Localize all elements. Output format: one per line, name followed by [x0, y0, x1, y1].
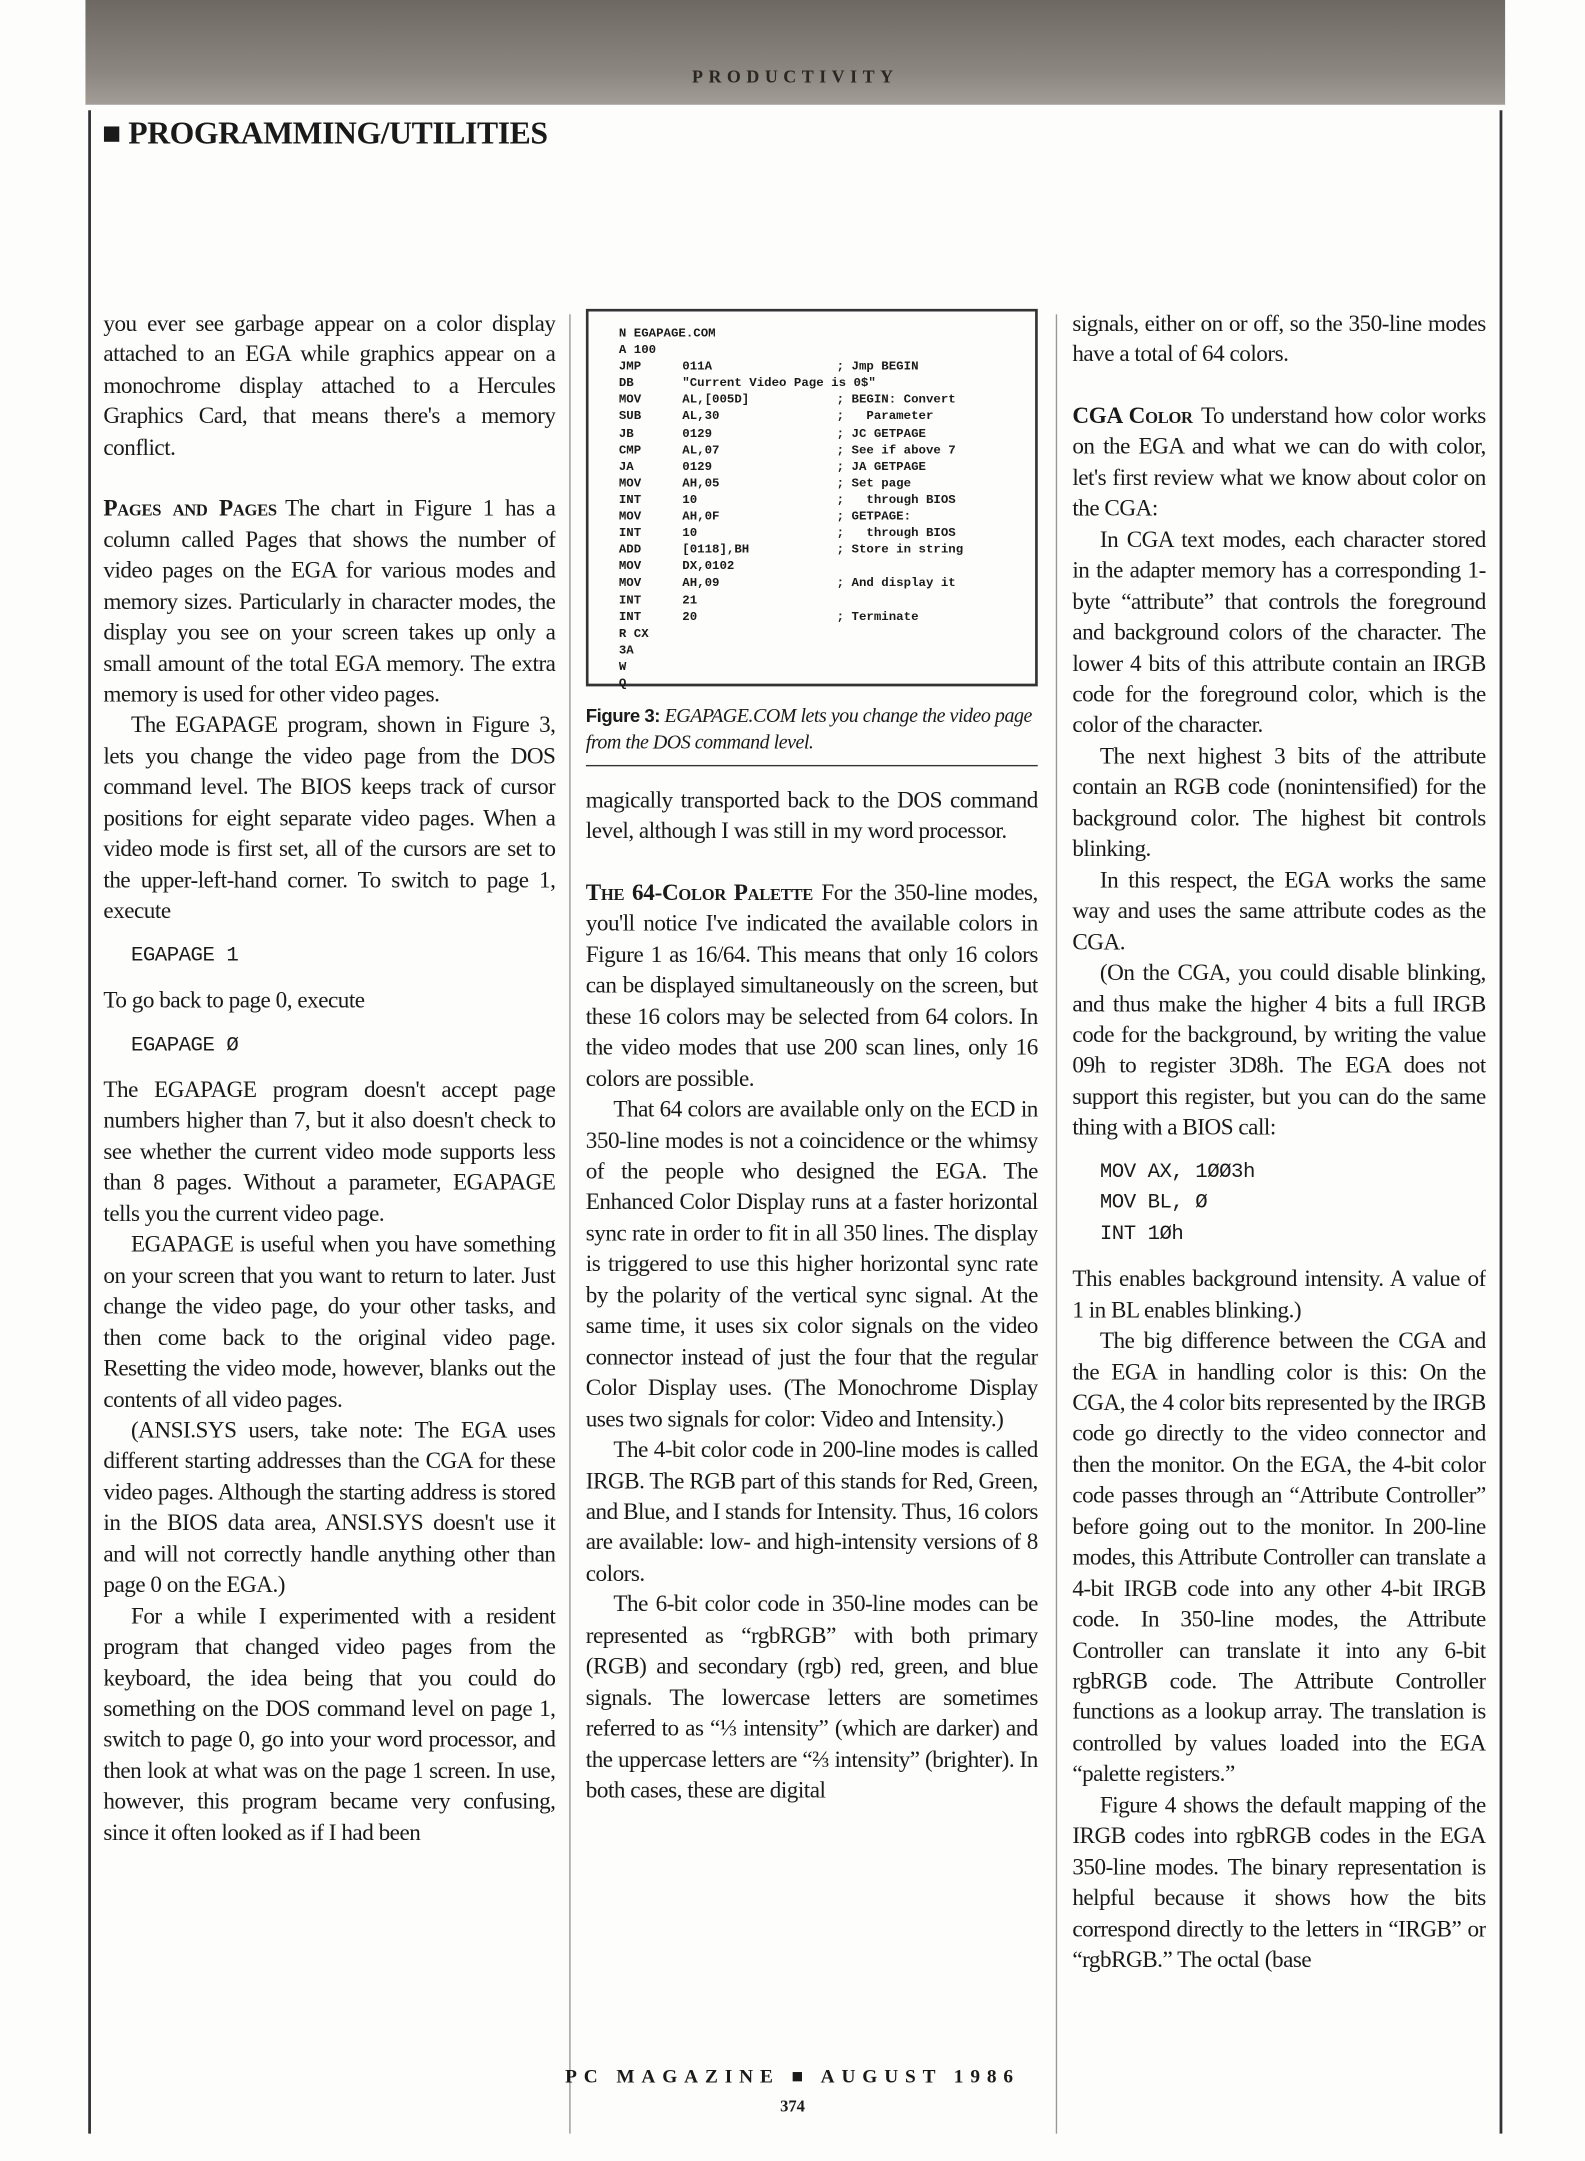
- listing-operand: AL,[005D]: [682, 393, 750, 408]
- listing-row: [619, 442, 1035, 459]
- paragraph-text: (On the CGA, you could disable blinking, and thus make the higher 4 bits a full IRGB code for the background, by writing the value 09h to register 3D8h. The EGA does not support this register, but you can do the same thing with a BIOS call:: [1072, 959, 1486, 1141]
- listing-row: [619, 525, 1035, 542]
- listing-comment: ; GETPAGE:: [836, 510, 912, 524]
- listing-line: R CX: [618, 626, 649, 641]
- paragraph-text: The EGAPAGE program, shown in Figure 3, lets you change the video page from the DOS command level. The BIOS keeps track of cursor positions for eight separate video pages. When a video mode is first set, all of the cursors are set to the upper-left-hand corner. To switch to page 1, execute: [103, 711, 556, 924]
- paragraph-text: Figure 4 shows the default mapping of the IRGB codes into rgbRGB codes in the EGA 350-line modes. The binary representation is helpful because it shows how the bits correspond directly to the letters in “IRGB” or “rgbRGB.” The octal (base: [1072, 1791, 1486, 1973]
- header-band: [85, 0, 1505, 105]
- listing-opcode: MOV: [618, 560, 642, 574]
- column-3: [1072, 309, 1485, 2135]
- figure-caption: [586, 703, 1038, 766]
- listing-comment: ; through BIOS: [836, 493, 956, 508]
- right-rule: [1500, 110, 1502, 2133]
- column-1: [103, 309, 555, 2135]
- listing-line: W: [618, 660, 627, 674]
- paragraph: [586, 1435, 1038, 1590]
- listing-opcode: JA: [618, 460, 634, 474]
- listing-row: [619, 425, 1035, 442]
- listing-opcode: INT: [618, 526, 642, 541]
- paragraph: [1072, 525, 1485, 742]
- listing-row: [619, 459, 1035, 476]
- listing-comment: ; Store in string: [836, 543, 964, 558]
- listing-comment: ; Set page: [836, 476, 912, 491]
- paragraph-text: For the 350-line modes, you'll notice I've indicated the available colors in Figure 1 as 16/64. This means that only 16 colors can be displayed simultaneously on the screen, but these 16 colors may be selected from 64 colors. In the video modes that use 200 scan lines, only 16 colors are possible.: [585, 879, 1038, 1092]
- listing-operand: 10: [682, 526, 698, 541]
- listing-opcode: MOV: [618, 393, 642, 408]
- section-heading: Pages and Pages: [103, 495, 277, 522]
- listing-operand: AH,0F: [682, 510, 720, 524]
- paragraph: [1072, 741, 1485, 865]
- paragraph: [1072, 1790, 1485, 1976]
- column-2: [586, 309, 1038, 2135]
- listing-comment: ; JC GETPAGE: [836, 426, 926, 441]
- listing-opcode: MOV: [618, 510, 642, 524]
- listing-operand: AL,07: [682, 443, 720, 458]
- column-rule: [1056, 314, 1057, 2133]
- column-rule: [569, 314, 570, 2133]
- section-heading: CGA Color: [1072, 402, 1193, 429]
- paragraph: [103, 1415, 555, 1601]
- paragraph: [586, 786, 1038, 848]
- paragraph-text: To go back to page 0, execute: [103, 986, 365, 1014]
- listing-row: [619, 609, 1035, 626]
- listing-opcode: MOV: [618, 476, 642, 491]
- listing-comment: ; JA GETPAGE: [836, 460, 926, 474]
- listing-row: [619, 509, 1035, 526]
- listing-comment: ; BEGIN: Convert: [836, 393, 956, 408]
- listing-comment: ; through BIOS: [836, 526, 956, 541]
- paragraph: [586, 1590, 1038, 1807]
- listing-operand: 011A: [682, 359, 713, 374]
- paragraph-text: The 4-bit color code in 200-line modes is called IRGB. The RGB part of this stands for Red, Green, and Blue, and I stands for Intensity. Thus, 16 colors are available: low- and high-intensity versions of 8 colors.: [585, 1436, 1038, 1587]
- listing-opcode: JMP: [618, 359, 642, 374]
- paragraph-text: For a while I experimented with a resident program that changed video pages from the keyboard, the idea being that you could do something on the DOS command level on page 1, switch to page 0, go into your word processor, and then look at what was on the page 1 screen. In use, however, this program became very confusing, since it often looked as if I had been: [103, 1602, 556, 1846]
- paragraph-text: To understand how color works on the EGA and what we can do with color, let's first review what we know about color on the CGA:: [1072, 402, 1486, 522]
- listing-opcode: DB: [618, 376, 634, 391]
- listing-operand: AH,05: [682, 476, 720, 491]
- code-block: EGAPAGE Ø: [130, 1033, 239, 1057]
- paragraph-text: The big difference between the CGA and the EGA in handling color is this: On the CGA, the 4 color bits represented by the IRGB code go directly to the video connector and then the monitor. On the EGA, the 4-bit color code passes through an “Attribute Controller” before going out to the monitor. In 200-line modes, this Attribute Controller can translate a 4-bit IRGB code into any other 4-bit IRGB code. In 350-line modes, the Attribute Controller can translate it into any 6-bit rgbRGB code. The Attribute Controller functions as a lookup array. The translation is controlled by values loaded into the EGA “palette registers.”: [1072, 1327, 1486, 1787]
- paragraph-text: This enables background intensity. A value of 1 in BL enables blinking.): [1072, 1265, 1486, 1323]
- paragraph: [1072, 1326, 1485, 1790]
- code-block: MOV AX, 1ØØ3h MOV BL, Ø INT 1Øh: [1099, 1160, 1255, 1246]
- listing-row: [619, 475, 1035, 492]
- listing-row: [619, 592, 1035, 609]
- listing-opcode: CMP: [618, 443, 642, 458]
- page-title: ■ PROGRAMMING/UTILITIES: [101, 115, 548, 151]
- caption-label: Figure 3:: [585, 705, 661, 727]
- listing-row: [619, 409, 1035, 426]
- listing-opcode: INT: [618, 493, 642, 508]
- paragraph-text: In CGA text modes, each character stored in the adapter memory has a corresponding 1-byte “attribute” that controls the foreground and background colors of the character. The lower 4 bits of this attribute contain an IRGB code for the foreground color, which is the color of the character.: [1072, 526, 1486, 738]
- paragraph: [1072, 1264, 1485, 1326]
- listing-opcode: INT: [618, 610, 642, 624]
- listing-row: [619, 492, 1035, 509]
- listing-line: Q: [618, 676, 627, 691]
- listing-row: [619, 575, 1035, 592]
- listing-line: N EGAPAGE.COM: [618, 326, 716, 341]
- paragraph: [586, 1094, 1038, 1434]
- listing-opcode: MOV: [618, 576, 642, 591]
- listing-comment: ; Jmp BEGIN: [836, 359, 919, 374]
- listing-line: A 100: [618, 343, 657, 358]
- paragraph: [1072, 958, 1485, 1144]
- paragraph-text: The 6-bit color code in 350-line modes can be represented as “rgbRGB” with both primary (RGB) and secondary (rgb) red, green, and blue signals. The lowercase letters are sometimes referred to as “⅓ intensity” (which are darker) and the uppercase letters are “⅔ intensity” (brighter). In both cases, these are digital: [585, 1591, 1038, 1803]
- paragraph: [586, 878, 1038, 1095]
- listing-row: [619, 375, 1035, 392]
- code-block: EGAPAGE 1: [130, 943, 239, 968]
- listing-comment: ; Parameter: [836, 410, 934, 424]
- paragraph-text: In this respect, the EGA works the same way and uses the same attribute codes as the CGA.: [1072, 866, 1486, 955]
- code-listing: [586, 309, 1038, 691]
- listing-operand: 10: [682, 493, 698, 508]
- paragraph: [103, 1075, 555, 1230]
- paragraph: [103, 1601, 555, 1849]
- listing-operand: 0129: [682, 460, 713, 474]
- listing-operand: AH,09: [682, 576, 720, 591]
- paragraph: [1072, 865, 1485, 958]
- listing-row: [619, 359, 1035, 376]
- listing-row: [619, 559, 1035, 576]
- listing-operand: AL,30: [682, 410, 720, 424]
- paragraph: [103, 1230, 555, 1416]
- paragraph-text: you ever see garbage appear on a color display attached to an EGA while graphics appear on a monochrome display attached to a Hercules Graphics Card, that means there's a memory conflict.: [103, 310, 556, 461]
- section-label: PRODUCTIVITY: [692, 66, 899, 87]
- left-rule: [88, 110, 90, 2133]
- paragraph: [1072, 309, 1485, 371]
- paragraph-text: That 64 colors are available only on the ECD in 350-line modes is not a coincidence or the whimsy of the people who designed the EGA. The Enhanced Color Display runs at a faster horizontal sync rate in order to fit in all 350 lines. The display is triggered to use this higher horizontal sync rate by the polarity of the vertical sync signal. At the same time, it uses six color signals on the video connector instead of just the four that the regular Color Display uses. (The Monochrome Display uses two signals for color: Video and Intensity.): [585, 1095, 1038, 1432]
- section-heading: The 64-Color Palette: [585, 879, 814, 906]
- page-number: 374: [780, 2096, 805, 2116]
- listing-operand: [0118],BH: [682, 543, 750, 558]
- listing-comment: ; See if above 7: [836, 443, 956, 458]
- listing-row: [619, 542, 1035, 559]
- paragraph: [103, 986, 555, 1017]
- paragraph: [103, 710, 555, 927]
- listing-line: 3A: [618, 643, 634, 658]
- paragraph-text: signals, either on or off, so the 350-line modes have a total of 64 colors.: [1072, 310, 1486, 368]
- paragraph: [103, 309, 555, 464]
- listing-comment: ; And display it: [836, 576, 956, 591]
- paragraph: [103, 494, 555, 711]
- listing-opcode: JB: [618, 426, 634, 441]
- listing-opcode: ADD: [618, 543, 642, 558]
- listing-comment: ; Terminate: [836, 610, 919, 624]
- paragraph-text: The chart in Figure 1 has a column called Pages that shows the number of video pages on the EGA for various modes and memory sizes. Particularly in character modes, the display you see on your screen takes up only a small amount of the total EGA memory. The extra memory is used for other video pages.: [103, 495, 556, 708]
- listing-row: [619, 392, 1035, 409]
- listing-operand: 0129: [682, 426, 713, 441]
- listing-operand: "Current Video Page is 0$": [682, 376, 876, 391]
- paragraph-text: (ANSI.SYS users, take note: The EGA uses different starting addresses than the CGA for these video pages. Although the starting address is stored in the BIOS data area, ANSI.SYS doesn't use it and will not correctly handle anything other than page 0 on the EGA.): [103, 1416, 556, 1598]
- caption-text: EGAPAGE.COM lets you change the video page from the DOS command level.: [585, 705, 1032, 754]
- listing-opcode: SUB: [618, 410, 642, 424]
- listing-operand: DX,0102: [682, 560, 735, 574]
- listing-operand: 20: [682, 610, 698, 624]
- paragraph-text: magically transported back to the DOS command level, although I was still in my word processor.: [585, 787, 1038, 845]
- footer-magazine: PC MAGAZINE ■ AUGUST 1986: [565, 2067, 1020, 2089]
- paragraph: [1072, 401, 1485, 525]
- listing-operand: 21: [682, 593, 698, 608]
- paragraph-text: EGAPAGE is useful when you have something on your screen that you want to return to later. Just change the video page, do your other tasks, and then come back to the original video page. Resetting the video mode, however, blanks out the contents of all video pages.: [103, 1231, 556, 1413]
- paragraph-text: The next highest 3 bits of the attribute contain an RGB code (nonintensified) for the background color. The highest bit controls blinking.: [1072, 742, 1486, 862]
- listing-opcode: INT: [618, 593, 642, 608]
- paragraph-text: The EGAPAGE program doesn't accept page numbers higher than 7, but it also doesn't check to see whether the current video mode supports less than 8 pages. Without a parameter, EGAPAGE tells you the current video page.: [103, 1076, 556, 1227]
